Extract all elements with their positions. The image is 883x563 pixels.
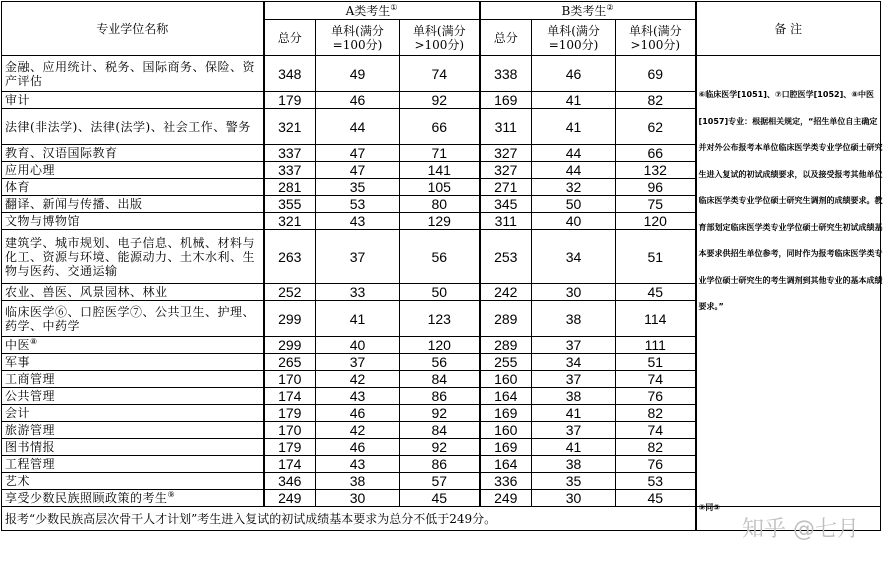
program-name-cell [2,162,264,179]
a-total-cell: 179 [264,92,316,109]
b-single100-cell: 37 [532,337,616,354]
program-name-cell [2,405,264,422]
a-total-cell: 265 [264,354,316,371]
b-single100plus-cell: 76 [616,388,696,405]
b-single100plus-cell: 82 [616,405,696,422]
b-single100-cell: 41 [532,109,616,145]
b-total-cell: 338 [480,56,532,92]
group-a-header: A类考生① [264,2,480,20]
b-single100-cell: 34 [532,354,616,371]
program-name-cell [2,473,264,490]
b-single100-cell: 32 [532,179,616,196]
b-single100plus-cell: 66 [616,145,696,162]
b-single100-cell: 37 [532,371,616,388]
b-single100plus-cell: 82 [616,92,696,109]
b-single100plus-cell: 76 [616,456,696,473]
b-single100plus-cell: 111 [616,337,696,354]
a-single100-cell: 44 [316,109,400,145]
b-single100-cell: 38 [532,301,616,337]
b-single100-cell: 46 [532,56,616,92]
score-table [1,1,881,531]
program-name: 享受少数民族照顾政策的考生 [5,491,168,505]
program-name-cell [2,145,264,162]
b-single100plus-cell: 132 [616,162,696,179]
b-single100plus-cell: 45 [616,284,696,301]
b-sub100plus-header: 单科(满分 >100分) [616,20,696,56]
a-total-cell: 299 [264,337,316,354]
a-total-cell: 337 [264,145,316,162]
a-total-cell: 355 [264,196,316,213]
b-single100-cell: 35 [532,473,616,490]
notes-header: 备 注 [696,2,881,56]
b-single100plus-cell: 51 [616,230,696,284]
b-total-cell: 160 [480,371,532,388]
a-single100-cell: 41 [316,301,400,337]
b-total-cell: 249 [480,490,532,507]
b-total-cell: 160 [480,422,532,439]
a-single100plus-cell: 123 [400,301,480,337]
b-total-cell: 311 [480,109,532,145]
program-name: 图书情报 [5,440,56,454]
a-single100-cell: 38 [316,473,400,490]
a-single100plus-cell: 92 [400,439,480,456]
a-single100plus-cell: 141 [400,162,480,179]
program-name-cell [2,284,264,301]
a-single100plus-cell: 84 [400,422,480,439]
program-name-cell [2,196,264,213]
a-single100-cell: 33 [316,284,400,301]
a-single100-cell: 42 [316,422,400,439]
program-name-cell [2,371,264,388]
a-sub100plus-header: 单科(满分 >100分) [400,20,480,56]
a-single100-cell: 46 [316,405,400,422]
a-single100plus-cell: 56 [400,354,480,371]
program-name: 翻译、新闻与传播、出版 [5,197,143,211]
a-single100plus-cell: 71 [400,145,480,162]
table-body [2,56,881,531]
a-total-cell: 346 [264,473,316,490]
b-single100-cell: 50 [532,196,616,213]
name-column-header: 专业学位名称 [2,2,264,56]
a-total-cell: 263 [264,230,316,284]
a-single100plus-cell: 92 [400,405,480,422]
a-total-cell: 249 [264,490,316,507]
notes-text: ⑥临床医学[1051]、⑦口腔医学[1052]、⑧中医[1057]专业：根据相关规定，“招生单位自主确定并对外公布报考本单位临床医学类专业学位硕士研究生进入复试的初试成绩要求，以及接受报考其他单位临床医学类专业学位硕士研究生调剂的成绩要求。教育部划定临床医学类专业学位硕士研究生初试成绩基本要求供招生单位参考，同时作为报考临床医学类专业学位硕士研究生的考生调剂到其他专业的基本成绩要求。” [698,90,883,311]
b-single100plus-cell: 62 [616,109,696,145]
table-row [2,56,881,92]
a-single100-cell: 40 [316,337,400,354]
program-name-cell [2,109,264,145]
a-single100-cell: 30 [316,490,400,507]
group-b-header: B类考生② [480,2,696,20]
program-name-cell [2,213,264,230]
b-single100plus-cell: 75 [616,196,696,213]
b-total-cell: 253 [480,230,532,284]
zhihu-watermark: 知乎 @七月 [742,517,859,542]
program-name-cell [2,422,264,439]
b-single100plus-cell: 45 [616,490,696,507]
a-single100plus-cell: 74 [400,56,480,92]
a-total-cell: 179 [264,439,316,456]
a-total-cell: 170 [264,371,316,388]
b-total-cell: 289 [480,337,532,354]
a-single100plus-cell: 56 [400,230,480,284]
b-single100-cell: 41 [532,439,616,456]
a-single100-cell: 35 [316,179,400,196]
a-total-cell: 174 [264,388,316,405]
b-total-cell: 327 [480,145,532,162]
program-name: 农业、兽医、风景园林、林业 [5,285,168,299]
a-total-cell: 321 [264,109,316,145]
program-name: 法律(非法学)、法律(法学)、社会工作、警务 [5,119,251,134]
program-name-cell [2,301,264,337]
program-name: 公共管理 [5,389,56,403]
b-single100-cell: 34 [532,230,616,284]
b-single100plus-cell: 69 [616,56,696,92]
b-sub100-header: 单科(满分 =100分) [532,20,616,56]
program-name: 临床医学⑥、口腔医学⑦、公共卫生、护理、药学、中药学 [5,304,256,333]
b-single100plus-cell: 120 [616,213,696,230]
a-single100-cell: 46 [316,92,400,109]
a-single100plus-cell: 86 [400,456,480,473]
b-single100-cell: 44 [532,162,616,179]
a-single100-cell: 43 [316,388,400,405]
b-total-cell: 336 [480,473,532,490]
b-total-header: 总分 [480,20,532,56]
program-name-cell [2,388,264,405]
b-single100plus-cell: 74 [616,422,696,439]
a-total-cell: 348 [264,56,316,92]
footnote-marker: ⑨ [167,490,176,499]
a-single100plus-cell: 120 [400,337,480,354]
program-name: 审计 [5,93,31,107]
a-single100plus-cell: 80 [400,196,480,213]
notes-cell [696,56,883,512]
a-total-cell: 252 [264,284,316,301]
program-name: 金融、应用统计、税务、国际商务、保险、资产评估 [5,59,256,88]
program-name: 教育、汉语国际教育 [5,146,118,160]
b-total-cell: 164 [480,456,532,473]
program-name: 建筑学、城市规划、电子信息、机械、材料与化工、资源与环境、能源动力、土木水利、生物与医药、交通运输 [5,235,256,278]
header-row-1 [2,2,881,20]
program-name: 体育 [5,180,31,194]
program-name: 工程管理 [5,457,56,471]
b-total-cell: 327 [480,162,532,179]
a-total-cell: 299 [264,301,316,337]
footer-note: 报考“少数民族高层次骨干人才计划”考生进入复试的初试成绩基本要求为总分不低于249分。 [2,507,696,531]
a-single100-cell: 46 [316,439,400,456]
b-single100-cell: 30 [532,284,616,301]
a-single100plus-cell: 84 [400,371,480,388]
program-name-cell [2,490,264,507]
program-name-cell [2,456,264,473]
notes-text-2: ⑨同⑤ [698,503,721,512]
program-name-cell [2,337,264,354]
a-single100plus-cell: 92 [400,92,480,109]
b-single100plus-cell: 53 [616,473,696,490]
a-single100plus-cell: 50 [400,284,480,301]
b-total-cell: 255 [480,354,532,371]
a-single100plus-cell: 45 [400,490,480,507]
b-single100plus-cell: 74 [616,371,696,388]
program-name: 艺术 [5,474,31,488]
a-single100-cell: 47 [316,162,400,179]
program-name-cell [2,56,264,92]
a-single100-cell: 37 [316,354,400,371]
a-single100-cell: 43 [316,213,400,230]
b-single100-cell: 38 [532,456,616,473]
program-name: 中医 [5,338,31,352]
a-single100-cell: 37 [316,230,400,284]
program-name: 军事 [5,355,31,369]
b-single100-cell: 44 [532,145,616,162]
program-name-cell [2,354,264,371]
a-single100-cell: 47 [316,145,400,162]
a-total-cell: 179 [264,405,316,422]
a-total-cell: 337 [264,162,316,179]
b-single100-cell: 41 [532,92,616,109]
a-total-cell: 321 [264,213,316,230]
footnote-marker: ⑧ [30,337,38,346]
b-total-cell: 242 [480,284,532,301]
a-single100-cell: 49 [316,56,400,92]
b-single100plus-cell: 114 [616,301,696,337]
program-name-cell [2,92,264,109]
b-total-cell: 169 [480,92,532,109]
program-name: 文物与博物馆 [5,214,81,228]
program-name-cell [2,439,264,456]
b-single100plus-cell: 51 [616,354,696,371]
a-total-cell: 170 [264,422,316,439]
program-name-cell [2,230,264,284]
b-single100-cell: 41 [532,405,616,422]
b-single100plus-cell: 96 [616,179,696,196]
b-total-cell: 311 [480,213,532,230]
b-single100-cell: 37 [532,422,616,439]
b-total-cell: 169 [480,405,532,422]
a-sub100-header: 单科(满分 =100分) [316,20,400,56]
b-total-cell: 271 [480,179,532,196]
b-single100-cell: 30 [532,490,616,507]
program-name: 应用心理 [5,163,56,177]
b-total-cell: 164 [480,388,532,405]
b-total-cell: 289 [480,301,532,337]
a-single100plus-cell: 86 [400,388,480,405]
b-total-cell: 169 [480,439,532,456]
program-name-cell [2,179,264,196]
b-single100-cell: 38 [532,388,616,405]
program-name: 工商管理 [5,372,56,386]
a-single100plus-cell: 57 [400,473,480,490]
a-single100plus-cell: 105 [400,179,480,196]
a-single100plus-cell: 129 [400,213,480,230]
program-name: 旅游管理 [5,423,56,437]
a-single100-cell: 42 [316,371,400,388]
a-single100plus-cell: 66 [400,109,480,145]
program-name: 会计 [5,406,31,420]
a-total-cell: 174 [264,456,316,473]
a-single100-cell: 53 [316,196,400,213]
a-total-header: 总分 [264,20,316,56]
b-single100-cell: 40 [532,213,616,230]
a-single100-cell: 43 [316,456,400,473]
b-total-cell: 345 [480,196,532,213]
b-single100plus-cell: 82 [616,439,696,456]
a-total-cell: 281 [264,179,316,196]
